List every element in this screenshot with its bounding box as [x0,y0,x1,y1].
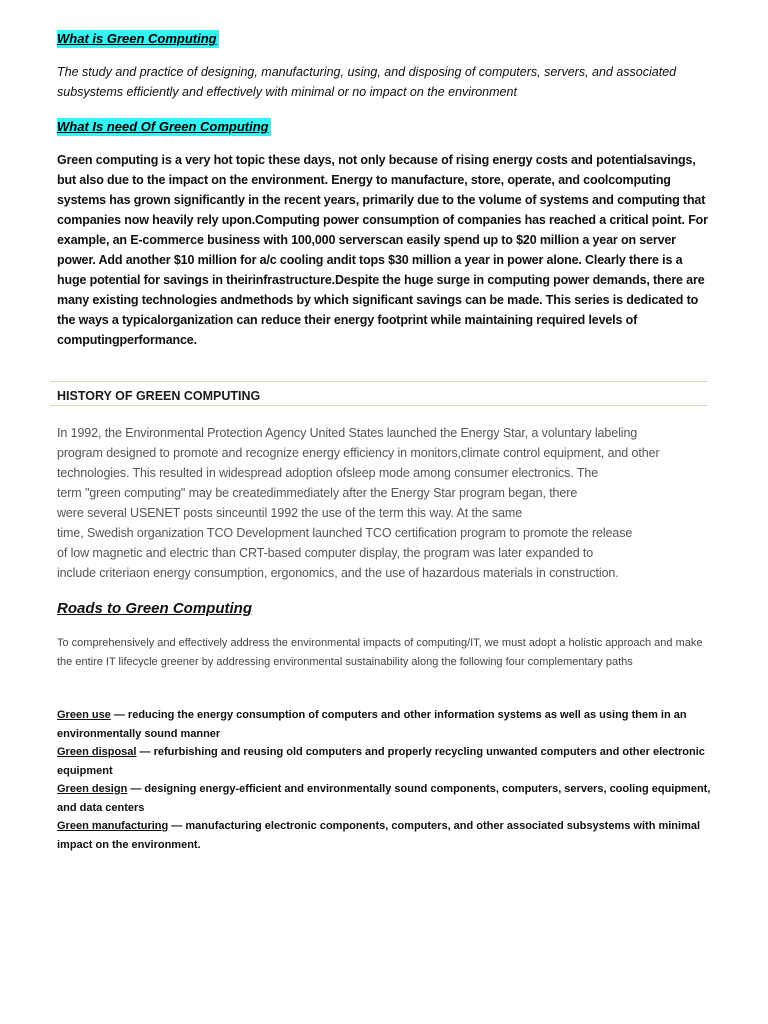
history-line: include criteriaon energy consumption, ergonomics, and the use of hazardous materials in construction. [57,566,619,580]
need-paragraph: Green computing is a very hot topic these days, not only because of rising energy costs and potentialsavings, but also due to the impact on the environment. Energy to manufacture, store, operate, and coolcomputing systems has grown significantly in the recent years, primarily due to the volume of systems and computing that companies now heavily rely upon.Computing power consumption of companies has reached a critical point. For example, an E-commerce business with 100,000 serverscan easily spend up to $20 million a year on server power. Add another $10 million for a/c cooling andit tops $30 million a year in power alone. Clearly there is a huge potential for savings in theirinfrastructure.Despite the huge surge in computing power demands, there are many existing technologies andmethods by which significant savings can be made. This series is dedicated to the ways a typicalorganization can reduce their energy footprint while maintaining required levels of computingperformance. [57,153,708,347]
history-line: term "green computing" may be createdimmediately after the Energy Star program began, there [57,486,578,500]
history-line: In 1992, the Environmental Protection Agency United States launched the Energy Star, a voluntary labeling [57,426,638,440]
path-term: Green use [57,709,111,721]
path-desc: — manufacturing electronic components, computers, and other associated subsystems with minimal impact on the environment. [57,820,701,851]
history-line: were several USENET posts sinceuntil 1992 the use of the term this way. At the same [57,506,523,520]
path-term: Green manufacturing [57,820,169,832]
history-line: program designed to promote and recognize energy efficiency in monitors,climate control equipment, and other [57,446,660,460]
history-line: of low magnetic and electric than CRT-based computer display, the program was later expanded to [57,546,594,560]
path-item-green-disposal [57,743,713,780]
divider-top [50,381,708,382]
path-item-green-manufacturing [57,817,713,854]
paths-list [57,706,713,854]
history-line: technologies. This resulted in widespread adoption ofsleep mode among consumer electronics. The [57,466,599,480]
path-desc: — refurbishing and reusing old computers and properly recycling unwanted computers and other electronic equipment [57,746,705,777]
path-desc: — designing energy-efficient and environmentally sound components, computers, servers, cooling equipment, and data centers [57,783,711,814]
history-heading: HISTORY OF GREEN COMPUTING [57,389,261,403]
section-need [57,118,713,136]
section-what-is [57,30,713,48]
path-desc: — reducing the energy consumption of computers and other information systems as well as using them in an environmentally sound manner [57,709,687,740]
history-paragraph [57,423,717,583]
path-term: Green design [57,783,128,795]
roads-heading: Roads to Green Computing [57,600,252,617]
definition-paragraph: The study and practice of designing, manufacturing, using, and disposing of computers, servers, and associated subsystems efficiently and effectively with minimal or no impact on the environment [57,65,677,99]
heading-what-is-green-computing: What is Green Computing [57,31,217,46]
history-line: time, Swedish organization TCO Development launched TCO certification program to promote the release [57,526,633,540]
divider-bottom [50,405,708,406]
roads-intro-paragraph: To comprehensively and effectively address the environmental impacts of computing/IT, we must adopt a holistic approach and make the entire IT lifecycle greener by addressing environmental sustainability along the following four complementary paths [57,637,703,668]
heading-need-of-green-computing: What Is need Of Green Computing [57,119,269,134]
path-term: Green disposal [57,746,137,758]
path-item-green-design [57,780,713,817]
path-item-green-use [57,706,713,743]
